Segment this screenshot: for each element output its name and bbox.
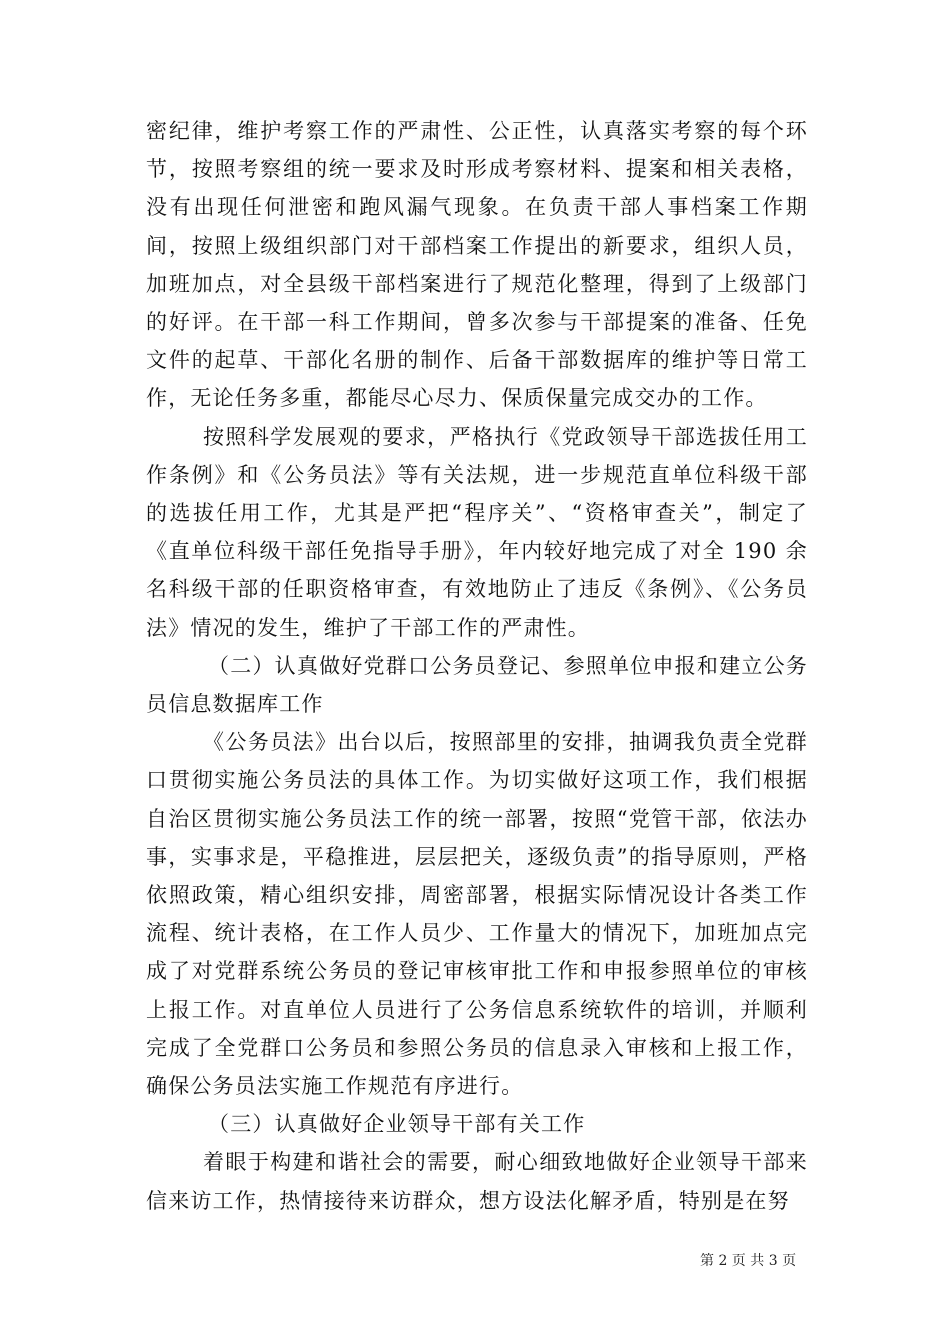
page-number: 第 2 页 共 3 页 — [700, 1253, 797, 1269]
section-heading-2: （二）认真做好党群口公务员登记、参照单位申报和建立公务员信息数据库工作 — [146, 653, 808, 717]
document-body — [146, 112, 808, 1220]
paragraph-continuation: 密纪律，维护考察工作的严肃性、公正性，认真落实考察的每个环节，按照考察组的统一要求及时形成考察材料、提案和相关表格，没有出现任何泄密和跑风漏气现象。在负责干部人事档案工作期间，按照上级组织部门对干部档案工作提出的新要求，组织人员，加班加点，对全县级干部档案进行了规范化整理，得到了上级部门的好评。在干部一科工作期间，曾多次参与干部提案的准备、任免文件的起草、干部化名册的制作、后备干部数据库的维护等日常工作，无论任务多重，都能尽心尽力、保质保量完成交办的工作。 — [146, 119, 808, 411]
paragraph-enterprise-leaders: 着眼于构建和谐社会的需要，耐心细致地做好企业领导干部来信来访工作，热情接待来访群众，想方设法化解矛盾，特别是在努 — [146, 1150, 808, 1213]
section-heading-3: （三）认真做好企业领导干部有关工作 — [208, 1112, 586, 1137]
paragraph-selection-work: 按照科学发展观的要求，严格执行《党政领导干部选拔任用工作条例》和《公务员法》等有关法规，进一步规范直单位科级干部的选拔任用工作，尤其是严把“程序关”、“资格审查关”，制定了《直单位科级干部任免指导手册》，年内较好地完成了对全 190 余名科级干部的任职资格审查，有效地防止了违反《条例》、《公务员法》情况的发生，维护了干部工作的严肃性。 — [146, 424, 808, 640]
paragraph-civil-servant-law: 《公务员法》出台以后，按照部里的安排，抽调我负责全党群口贯彻实施公务员法的具体工作。为切实做好这项工作，我们根据自治区贯彻实施公务员法工作的统一部署，按照“党管干部，依法办事，实事求是，平稳推进，层层把关，逐级负责”的指导原则，严格依照政策，精心组织安排，周密部署，根据实际情况设计各类工作流程、统计表格，在工作人员少、工作量大的情况下，加班加点完成了对党群系统公务员的登记审核审批工作和申报参照单位的审核上报工作。对直单位人员进行了公务信息系统软件的培训，并顺利完成了全党群口公务员和参照公务员的信息录入审核和上报工作，确保公务员法实施工作规范有序进行。 — [146, 730, 808, 1099]
